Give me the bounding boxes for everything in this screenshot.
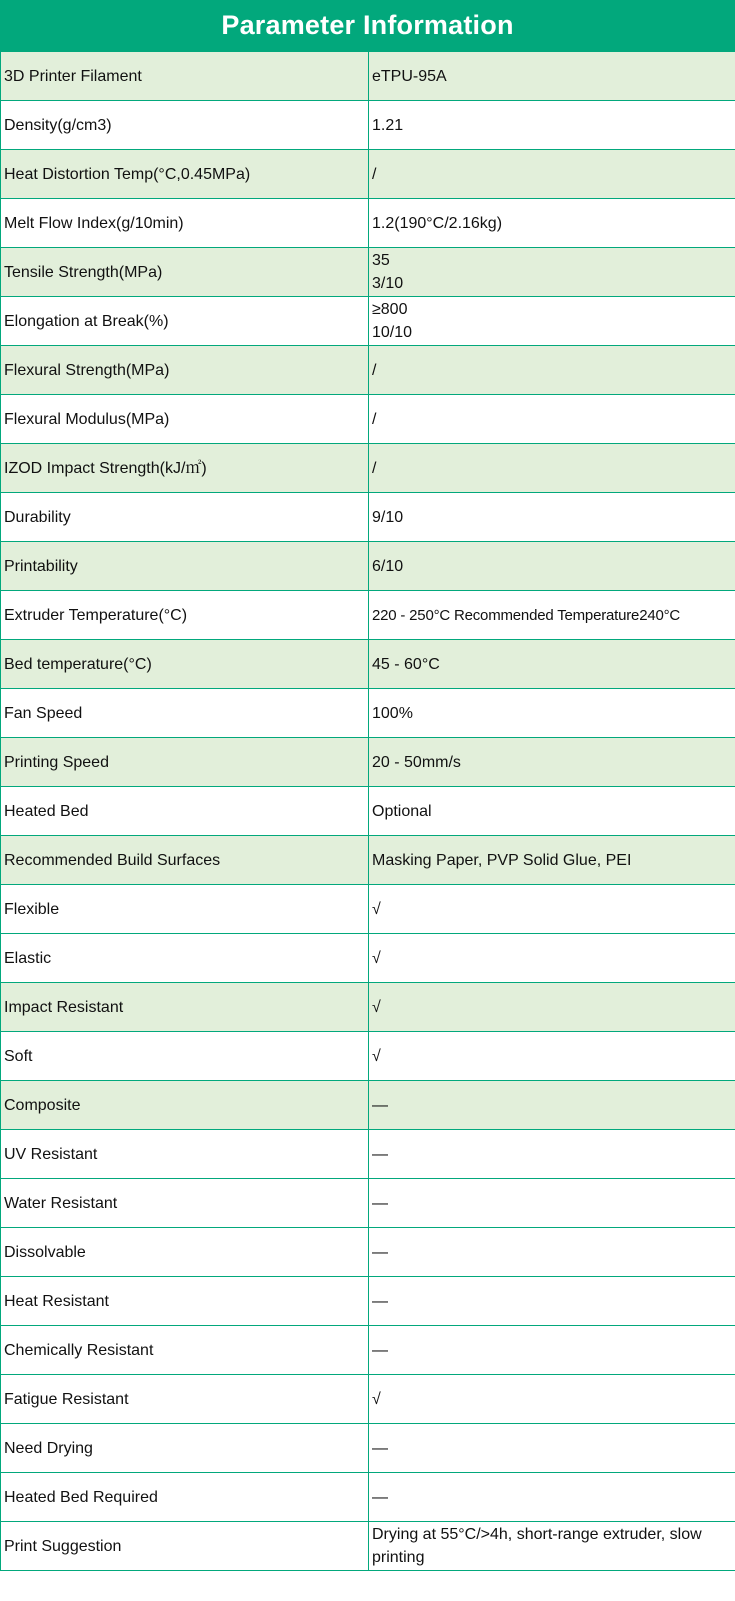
parameter-label: Print Suggestion (1, 1522, 369, 1571)
parameter-label: Fatigue Resistant (1, 1375, 369, 1424)
parameter-value (369, 444, 735, 493)
parameter-label: Need Drying (1, 1424, 369, 1473)
parameter-value-line: — (372, 1488, 388, 1506)
parameter-label: UV Resistant (1, 1130, 369, 1179)
table-row (1, 836, 735, 885)
parameter-label: Composite (1, 1081, 369, 1130)
parameter-value-line: — (372, 1341, 388, 1359)
parameter-value-line: Drying at 55°C/>4h, short-range extruder, slow printing (372, 1526, 702, 1566)
parameter-label: Flexible (1, 885, 369, 934)
table-row (1, 1326, 735, 1375)
table-row (1, 493, 735, 542)
parameter-value (369, 689, 735, 738)
parameter-label: Melt Flow Index(g/10min) (1, 199, 369, 248)
parameter-value-line: 10/10 (372, 324, 413, 341)
parameter-value-line: 1.2(190°C/2.16kg) (372, 214, 503, 232)
parameter-value-line: ≥800 (372, 301, 408, 318)
parameter-value-line: Optional (372, 802, 432, 820)
parameter-label: Printing Speed (1, 738, 369, 787)
parameter-label: Flexural Modulus(MPa) (1, 395, 369, 444)
parameter-value-line: / (372, 165, 377, 183)
parameter-value-line: eTPU-95A (372, 67, 447, 85)
table-row (1, 395, 735, 444)
table-row (1, 1032, 735, 1081)
table-row (1, 444, 735, 493)
parameter-value-line: 35 (372, 252, 390, 269)
parameter-label: Heated Bed (1, 787, 369, 836)
parameter-value-line: 45 - 60°C (372, 655, 440, 673)
parameter-value (369, 836, 735, 885)
parameter-label: Flexural Strength(MPa) (1, 346, 369, 395)
parameter-value-line: 20 - 50mm/s (372, 753, 461, 771)
parameter-value (369, 1473, 735, 1522)
parameter-value (369, 493, 735, 542)
table-row (1, 738, 735, 787)
parameter-label: Soft (1, 1032, 369, 1081)
parameter-value (369, 934, 735, 983)
parameter-value (369, 1179, 735, 1228)
parameter-value-line: √ (372, 998, 381, 1016)
table-row (1, 542, 735, 591)
parameter-label: Durability (1, 493, 369, 542)
parameter-label: Elongation at Break(%) (1, 297, 369, 346)
parameter-label: Elastic (1, 934, 369, 983)
parameter-label: Heated Bed Required (1, 1473, 369, 1522)
parameter-value-line: √ (372, 949, 381, 967)
page-title: Parameter Information (0, 0, 735, 51)
parameter-value (369, 248, 735, 297)
table-row (1, 1081, 735, 1130)
table-row (1, 1424, 735, 1473)
parameter-value-line: √ (372, 1390, 381, 1408)
parameter-value-line: 3/10 (372, 275, 404, 292)
parameter-value (369, 1032, 735, 1081)
parameter-label: Density(g/cm3) (1, 101, 369, 150)
parameter-value (369, 150, 735, 199)
table-row (1, 885, 735, 934)
parameter-value-line: 100% (372, 704, 413, 722)
parameter-value (369, 199, 735, 248)
table-row (1, 52, 735, 101)
parameter-table-body (1, 52, 735, 1571)
parameter-label: Heat Distortion Temp(°C,0.45MPa) (1, 150, 369, 199)
parameter-label: Impact Resistant (1, 983, 369, 1032)
parameter-value-line: — (372, 1243, 388, 1261)
parameter-label: Printability (1, 542, 369, 591)
table-row (1, 934, 735, 983)
parameter-value (369, 1228, 735, 1277)
parameter-value-line: √ (372, 900, 381, 918)
parameter-value-line: Masking Paper, PVP Solid Glue, PEI (372, 851, 632, 869)
parameter-value (369, 983, 735, 1032)
parameter-value-line: 220 - 250°C Recommended Temperature240°C (372, 606, 681, 624)
parameter-label: Chemically Resistant (1, 1326, 369, 1375)
parameter-label: 3D Printer Filament (1, 52, 369, 101)
parameter-value (369, 591, 735, 640)
table-row (1, 787, 735, 836)
parameter-value-line: — (372, 1096, 388, 1114)
parameter-label: IZOD Impact Strength(kJ/㎡) (1, 444, 369, 493)
table-row (1, 1375, 735, 1424)
table-row (1, 150, 735, 199)
parameter-label: Dissolvable (1, 1228, 369, 1277)
parameter-value (369, 297, 735, 346)
parameter-label: Heat Resistant (1, 1277, 369, 1326)
parameter-value (369, 542, 735, 591)
parameter-value (369, 1375, 735, 1424)
table-row (1, 101, 735, 150)
parameter-value-line: / (372, 459, 377, 477)
parameter-value (369, 1326, 735, 1375)
table-row (1, 591, 735, 640)
parameter-label: Tensile Strength(MPa) (1, 248, 369, 297)
parameter-value (369, 52, 735, 101)
parameter-value (369, 1130, 735, 1179)
table-row (1, 689, 735, 738)
table-row (1, 983, 735, 1032)
table-row (1, 1522, 735, 1571)
parameter-value-line: — (372, 1194, 388, 1212)
table-row (1, 1130, 735, 1179)
parameter-label: Recommended Build Surfaces (1, 836, 369, 885)
parameter-value (369, 1277, 735, 1326)
parameter-label: Water Resistant (1, 1179, 369, 1228)
parameter-label: Extruder Temperature(°C) (1, 591, 369, 640)
parameter-value-line: 6/10 (372, 557, 404, 575)
table-row (1, 1228, 735, 1277)
table-row (1, 1179, 735, 1228)
parameter-label: Fan Speed (1, 689, 369, 738)
parameter-label: Bed temperature(°C) (1, 640, 369, 689)
parameter-value-line: — (372, 1439, 388, 1457)
parameter-value (369, 738, 735, 787)
table-row (1, 1473, 735, 1522)
parameter-value (369, 787, 735, 836)
parameter-value (369, 395, 735, 444)
parameter-value-line: / (372, 410, 377, 428)
parameter-value (369, 1081, 735, 1130)
parameter-value-line: √ (372, 1047, 381, 1065)
parameter-value (369, 1522, 735, 1571)
parameter-value-line: / (372, 361, 377, 379)
parameter-value (369, 885, 735, 934)
parameter-value (369, 1424, 735, 1473)
parameter-value-line: — (372, 1145, 388, 1163)
table-row (1, 199, 735, 248)
parameter-value (369, 640, 735, 689)
parameter-value-line: 1.21 (372, 116, 404, 134)
table-row (1, 1277, 735, 1326)
parameter-value (369, 346, 735, 395)
table-row (1, 297, 735, 346)
table-row (1, 640, 735, 689)
table-row (1, 346, 735, 395)
parameter-value-line: 9/10 (372, 508, 404, 526)
table-row (1, 248, 735, 297)
parameter-value-line: — (372, 1292, 388, 1310)
parameter-value (369, 101, 735, 150)
parameter-table (0, 51, 735, 1571)
